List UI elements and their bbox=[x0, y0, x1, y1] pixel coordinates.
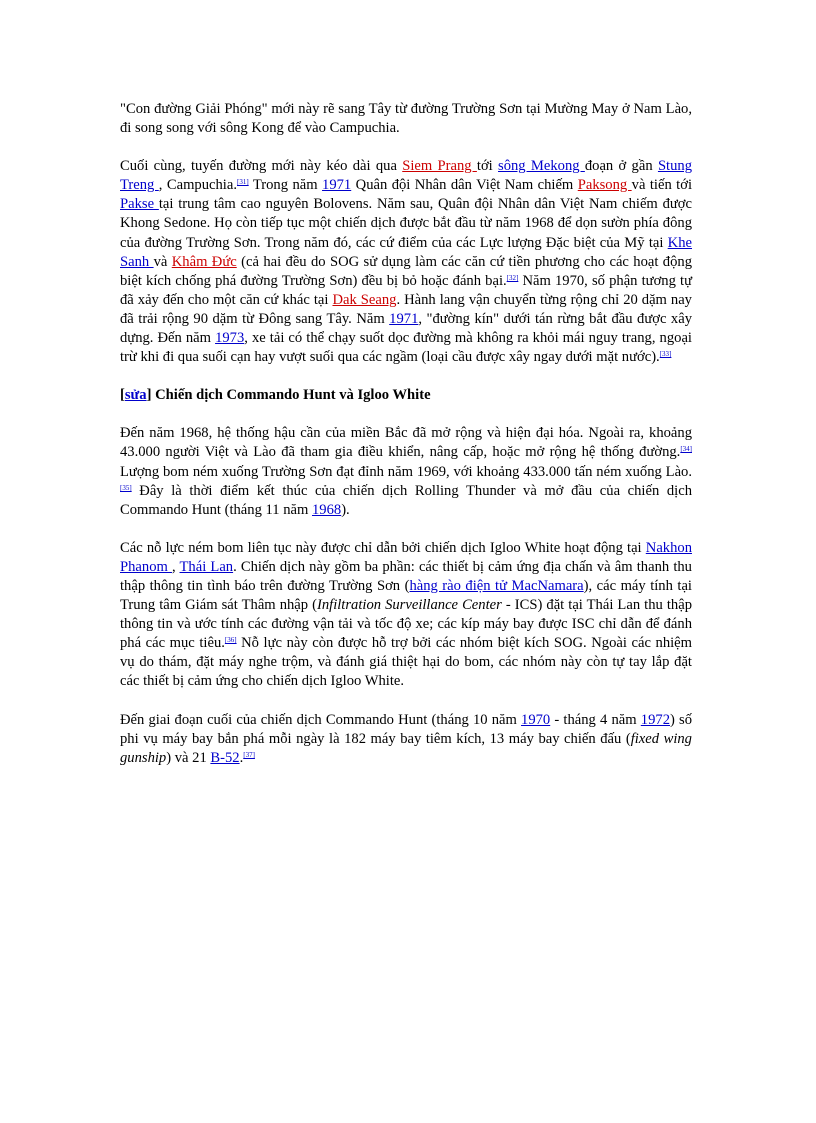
section-title: Chiến dịch Commando Hunt và Igloo White bbox=[151, 387, 431, 404]
paragraph-4: Các nỗ lực ném bom liên tục này được chỉ dẫn bởi chiến dịch Igloo White hoạt động tại Nakhon Phanom , Thái Lan. Chiến dịch này gồm ba phần: các thiết bị cảm ứng địa chấn và âm thanh thu thập thông tin tình báo trên đường Trường Sơn (hàng rào điện tử MacNamara), các máy tính tại Trung tâm Giám sát Thâm nhập (Infiltration Surveillance Center - ICS) đặt tại Thái Lan thu thập thông tin và ước tính các đường vận tải và tốc độ xe; các kíp máy bay được ISC chỉ dẫn để đánh phá các mục tiêu.[36] Nỗ lực này còn được hỗ trợ bởi các nhóm biệt kích SOG. Ngoài các nhiệm vụ do thám, đặt máy nghe trộm, và đánh giá thiệt hại do bom, các nhóm này còn tự tay lắp đặt các thiết bị cảm ứng cho chiến dịch Igloo White. bbox=[120, 539, 692, 690]
ref-37[interactable]: [37] bbox=[243, 750, 255, 759]
ref-33[interactable]: [33] bbox=[659, 350, 672, 359]
section-heading bbox=[120, 386, 692, 405]
paragraph-3: Đến năm 1968, hệ thống hậu cần của miền Bắc đã mở rộng và hiện đại hóa. Ngoài ra, khoảng 43.000 người Việt và Lào đã tham gia điều khiển, nâng cấp, hoặc mở rộng hệ thống đường.[34] Lượng bom ném xuống Trường Sơn đạt đỉnh năm 1969, với khoảng 433.000 tấn ném xuống Lào.[35] Đây là thời điểm kết thúc của chiến dịch Rolling Thunder và mở đầu của chiến dịch Commando Hunt (tháng 11 năm 1968). bbox=[120, 425, 692, 518]
link-khe-sanh[interactable]: Khe Sanh bbox=[120, 234, 692, 270]
link-b-52[interactable]: B-52 bbox=[210, 749, 240, 766]
link-song-mekong[interactable]: sông Mekong bbox=[498, 158, 585, 175]
paragraph-5: Đến giai đoạn cuối của chiến dịch Commando Hunt (tháng 10 năm 1970 - tháng 4 năm 1972) số phi vụ máy bay bắn phá mỗi ngày là 182 máy bay tiêm kích, 13 máy bay chiến đấu (fixed wing gunship) và 21 B-52.[37] bbox=[120, 711, 692, 766]
link-1971-b[interactable]: 1971 bbox=[389, 310, 419, 327]
paragraph-2: Cuối cùng, tuyến đường mới này kéo dài qua Siem Prang tới sông Mekong đoạn ở gần Stung Treng , Campuchia.[31] Trong năm 1971 Quân đội Nhân dân Việt Nam chiếm Paksong và tiến tới Pakse tại trung tâm cao nguyên Bolovens. Năm sau, Quân đội Nhân dân Việt Nam chiếm được Khong Sedone. Họ còn tiếp tục một chiến dịch được bắt đầu từ năm 1968 để dọn sườn phía đông của đường Trường Sơn. Trong năm đó, các cứ điểm của các Lực lượng Đặc biệt của Mỹ tại Khe Sanh và Khâm Đức (cả hai đều do SOG sử dụng làm các căn cứ tiền phương cho các hoạt động biệt kích chống phá đường Trường Sơn) đều bị bỏ hoặc đánh bại.[32] Năm 1970, số phận tương tự đã xảy đến cho một căn cứ khác tại Dak Seang. Hành lang vận chuyển từng rộng chỉ 20 dặm nay đã trải rộng 90 dặm từ Đông sang Tây. Năm 1971, "đường kín" dưới tán rừng bắt đầu được xây dựng. Đến năm 1973, xe tải có thể chạy suốt dọc đường mà không ra khỏi mái nguy trang, ngoại trừ khi đi qua suối cạn hay vượt suối qua các ngầm (loại cầu được xây ngay dưới mặt nước).[33] bbox=[120, 158, 693, 366]
link-1968[interactable]: 1968 bbox=[312, 501, 342, 518]
link-pakse[interactable]: Pakse bbox=[120, 196, 159, 213]
link-siem-prang[interactable]: Siem Prang bbox=[402, 158, 477, 175]
link-nakhon-phanom[interactable]: Nakhon Phanom bbox=[120, 539, 692, 575]
link-dak-seang[interactable]: Dak Seang bbox=[332, 291, 397, 308]
ref-31[interactable]: [31] bbox=[237, 178, 249, 187]
link-thai-lan[interactable]: Thái Lan bbox=[179, 558, 234, 575]
link-hang-rao-dien-tu[interactable]: hàng rào điện tử MacNamara bbox=[409, 577, 584, 594]
link-1973[interactable]: 1973 bbox=[215, 330, 245, 347]
edit-section: [sửa] bbox=[120, 387, 152, 404]
ref-34[interactable]: [34] bbox=[680, 445, 692, 454]
link-paksong[interactable]: Paksong bbox=[577, 177, 632, 194]
link-stung-treng[interactable]: Stung Treng bbox=[120, 158, 692, 194]
ref-32[interactable]: [32] bbox=[506, 273, 519, 282]
ref-35[interactable]: [35] bbox=[120, 483, 132, 492]
link-1970[interactable]: 1970 bbox=[521, 711, 551, 728]
document-page bbox=[120, 100, 692, 787]
link-1971[interactable]: 1971 bbox=[322, 177, 352, 194]
edit-link[interactable]: sửa bbox=[124, 387, 147, 404]
paragraph-1: "Con đường Giải Phóng" mới này rẽ sang Tây từ đường Trường Sơn tại Mường May ở Nam Lào, đi song song với sông Kong để vào Campuchia. bbox=[120, 101, 692, 137]
link-1972[interactable]: 1972 bbox=[640, 711, 670, 728]
ref-36[interactable]: [36] bbox=[224, 636, 237, 645]
link-kham-duc[interactable]: Khâm Đức bbox=[171, 253, 237, 270]
